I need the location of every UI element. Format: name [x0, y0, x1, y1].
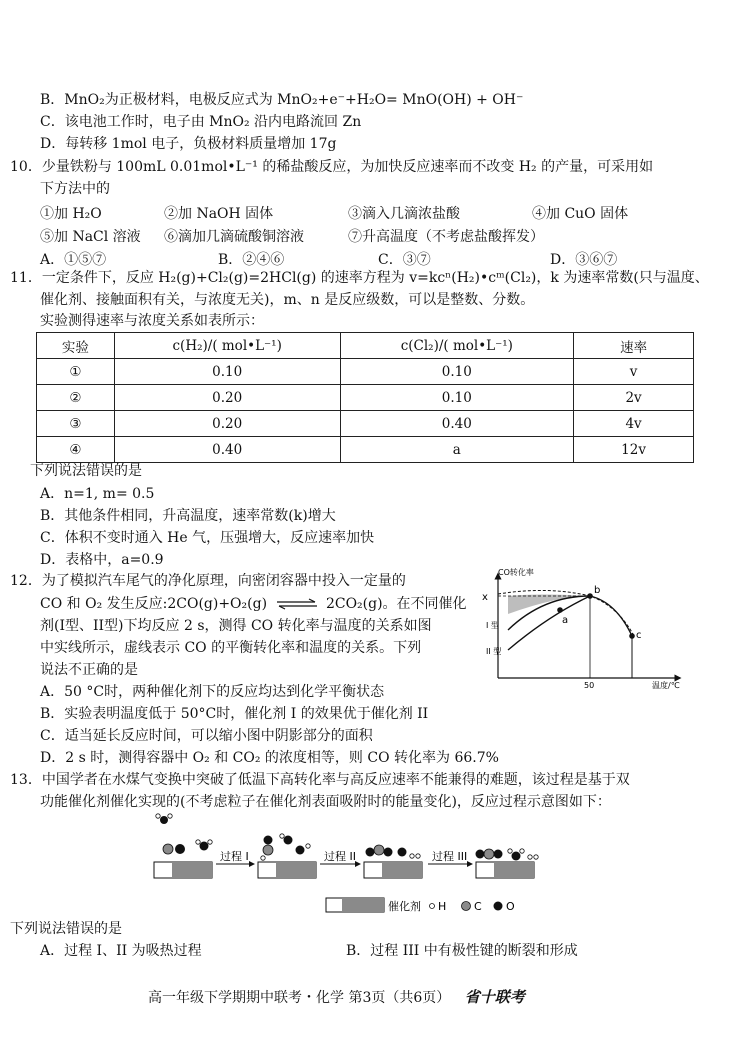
table-cell: 0.20: [114, 385, 340, 411]
q12-stem-line2: [40, 595, 467, 613]
q9-option-d: D．每转移 1mol 电子，负极材料质量增加 17g: [40, 136, 337, 152]
table-header-cell: c(H₂)/( mol•L⁻¹): [114, 333, 340, 359]
q13-ask: 下列说法错误的是: [10, 921, 122, 937]
q11-option-b: B．其他条件相同，升高温度，速率常数(k)增大: [40, 508, 336, 524]
footer-stamp: 省十联考: [464, 988, 525, 1006]
carbon-atom-icon: [462, 902, 471, 911]
process-3-label: 过程 III: [432, 850, 468, 863]
table-header-cell: c(Cl₂)/( mol•L⁻¹): [340, 333, 574, 359]
y-axis-label: CO转化率: [498, 568, 534, 577]
page-footer: [148, 986, 525, 1007]
table-cell: 4v: [574, 411, 694, 437]
catalyst-block-2: [258, 834, 316, 878]
point-b: [587, 593, 593, 599]
process-2-label: 过程 II: [324, 850, 356, 863]
table-cell: a: [340, 437, 574, 463]
table-row: [37, 437, 694, 463]
table-header-cell: 速率: [574, 333, 694, 359]
q10-choice-b: B．②④⑥: [218, 252, 285, 268]
q10-choice-c: C．③⑦: [378, 252, 431, 268]
catalyst-block-1: [154, 840, 212, 878]
shaded-area: [508, 595, 590, 615]
q12-option-c: C．适当延长反应时间，可以缩小图中阴影部分的面积: [40, 728, 373, 744]
q10-method-3: ③滴入几滴浓盐酸: [348, 206, 460, 222]
legend-h-label: H: [438, 900, 447, 913]
q12-stem-line1: 12．为了模拟汽车尾气的净化原理，向密闭容器中投入一定量的: [10, 573, 406, 589]
q11-ask: 下列说法错误的是: [30, 463, 142, 479]
q11-option-d: D．表格中，a=0.9: [40, 552, 164, 568]
point-a-label: a: [562, 615, 569, 626]
q11-stem-line2: 催化剂、接触面积有关，与浓度无关)，m、n 是反应级数，可以是整数、分数。: [40, 292, 535, 308]
point-c: [629, 633, 635, 639]
q11-option-c: C．体积不变时通入 He 气，压强增大，反应速率加快: [40, 530, 375, 546]
table-cell: 0.10: [340, 359, 574, 385]
q10-method-6: ⑥滴加几滴硫酸铜溶液: [164, 229, 304, 245]
table-row: [37, 411, 694, 437]
legend-catalyst-label: 催化剂: [388, 900, 421, 913]
tick-50-label: 50: [584, 681, 595, 690]
reversible-arrow-icon: [275, 598, 319, 610]
q13-stem-line1: 13．中国学者在水煤气变换中突破了低温下高转化率与高反应速率不能兼得的难题，该过程是基于双: [10, 772, 630, 788]
q11-stem-line1: 11．一定条件下，反应 H₂(g)+Cl₂(g)=2HCl(g) 的速率方程为 v=kcⁿ(H₂)•cᵐ(Cl₂)，k 为速率常数(只与温度、: [10, 270, 709, 286]
q13-option-a: A．过程 I、II 为吸热过程: [40, 943, 202, 959]
table-cell: 0.40: [340, 411, 574, 437]
q10-method-4: ④加 CuO 固体: [532, 206, 629, 222]
q12-equation-right: 2CO₂(g)。在不同催化: [325, 596, 467, 612]
table-cell: 0.20: [114, 411, 340, 437]
table-cell: 2v: [574, 385, 694, 411]
point-c-label: c: [636, 630, 642, 641]
hydrogen-atom-icon: [430, 904, 435, 909]
q10-method-5: ⑤加 NaCl 溶液: [40, 229, 141, 245]
q12-stem-line5: 说法不正确的是: [40, 662, 138, 678]
table-cell: ③: [37, 411, 115, 437]
process-1-label: 过程 I: [220, 850, 249, 863]
type2-label: II 型: [486, 647, 502, 656]
catalyst-block-3: [364, 845, 422, 878]
diagram-legend: [326, 898, 515, 913]
q9-option-b: B．MnO₂为正极材料，电极反应式为 MnO₂+e⁻+H₂O= MnO(OH) + OH⁻: [40, 92, 524, 108]
q10-method-2: ②加 NaOH 固体: [164, 206, 274, 222]
q12-option-d: D．2 s 时，测得容器中 O₂ 和 CO₂ 的浓度相等，则 CO 转化率为 66.7%: [40, 750, 499, 766]
catalyst-block-4: [476, 849, 539, 878]
table-cell: ④: [37, 437, 115, 463]
table-cell: 0.10: [114, 359, 340, 385]
q10-method-1: ①加 H₂O: [40, 206, 102, 222]
table-cell: 0.40: [114, 437, 340, 463]
q13-option-b: B．过程 III 中有极性键的断裂和形成: [346, 943, 578, 959]
table-header-row: [37, 333, 694, 359]
water-molecule-icon: [156, 814, 172, 824]
type1-label: I 型: [486, 621, 499, 630]
legend-o-label: O: [506, 900, 515, 913]
table-cell: 0.10: [340, 385, 574, 411]
table-cell: ①: [37, 359, 115, 385]
x-level-label: x: [482, 592, 488, 603]
q10-stem-line1: 10．少量铁粉与 100mL 0.01mol•L⁻¹ 的稀盐酸反应，为加快反应速率而不改变 H₂ 的产量，可采用如: [10, 159, 654, 175]
x-axis-label: 温度/℃: [652, 681, 680, 690]
q12-option-b: B．实验表明温度低于 50°C时，催化剂 I 的效果优于催化剂 II: [40, 706, 429, 722]
legend-c-label: C: [474, 900, 482, 913]
table-cell: ②: [37, 385, 115, 411]
table-row: [37, 385, 694, 411]
footer-text: 高一年级下学期期中联考・化学 第3页（共6页）: [148, 990, 451, 1006]
table-cell: 12v: [574, 437, 694, 463]
point-b-label: b: [594, 585, 601, 596]
q10-stem-line2: 下方法中的: [40, 181, 110, 197]
point-a: [557, 607, 563, 613]
table-row: [37, 359, 694, 385]
q11-stem-line3: 实验测得速率与浓度关系如表所示：: [40, 313, 264, 329]
q10-method-7: ⑦升高温度（不考虑盐酸挥发）: [348, 229, 544, 245]
table-header-cell: 实验: [37, 333, 115, 359]
q9-option-c: C．该电池工作时，电子由 MnO₂ 沿内电路流回 Zn: [40, 114, 362, 130]
q13-process-diagram: [150, 812, 590, 916]
q12-stem-line4: 中实线所示，虚线表示 CO 的平衡转化率和温度的关系。下列: [40, 640, 422, 656]
table-cell: v: [574, 359, 694, 385]
q12-conversion-graph: [468, 566, 700, 690]
oxygen-atom-icon: [494, 902, 503, 911]
q12-equation-left: CO 和 O₂ 发生反应:2CO(g)+O₂(g): [40, 596, 268, 612]
q10-choice-a: A．①⑤⑦: [40, 252, 107, 268]
q13-stem-line2: 功能催化剂催化实现的(不考虑粒子在催化剂表面吸附时的能量变化)，反应过程示意图如下：: [40, 794, 611, 810]
q11-rate-table: [36, 332, 694, 463]
q11-option-a: A．n=1, m= 0.5: [40, 486, 155, 502]
q10-choice-d: D．③⑥⑦: [550, 252, 618, 268]
q12-stem-line3: 剂(I型、II型)下均反应 2 s，测得 CO 转化率与温度的关系如图: [40, 618, 432, 634]
q12-option-a: A．50 °C时，两种催化剂下的反应均达到化学平衡状态: [40, 684, 385, 700]
